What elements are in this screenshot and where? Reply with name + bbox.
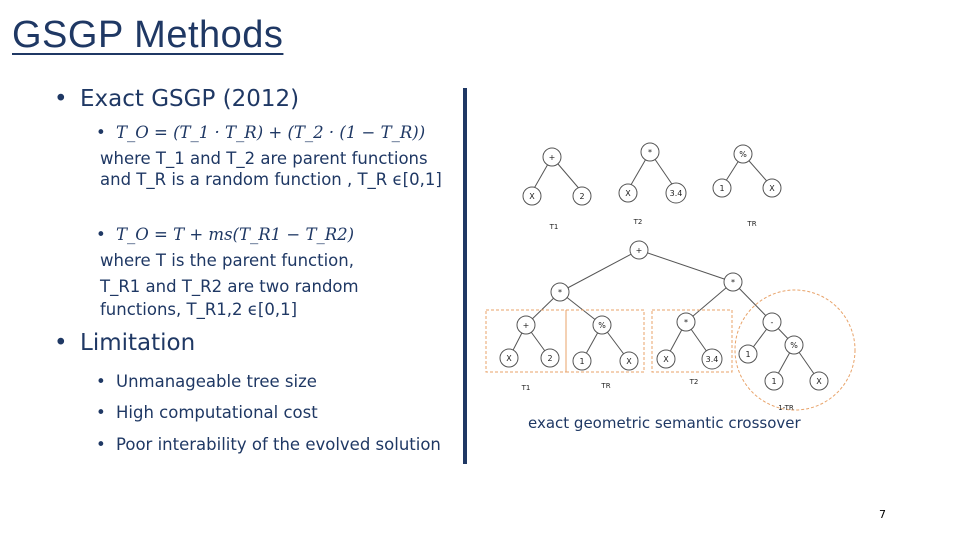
- figure-caption: exact geometric semantic crossover: [528, 414, 801, 432]
- node-minus: -: [770, 318, 774, 327]
- t1-right: 2: [579, 192, 585, 201]
- limitation-item: • Unmanageable tree size: [96, 372, 317, 391]
- leaf: X: [663, 355, 669, 364]
- node-star: *: [684, 318, 688, 327]
- bullet-dot-icon: •: [96, 123, 106, 142]
- t1-left: X: [529, 192, 535, 201]
- bullet-dot-icon: •: [96, 435, 106, 454]
- bottom-left-mul: *: [558, 288, 562, 297]
- t2-left: X: [625, 189, 631, 198]
- t1-root: +: [548, 153, 556, 162]
- leaf: X: [626, 357, 632, 366]
- limitation-item: • High computational cost: [96, 403, 318, 422]
- leaf: 3.4: [705, 355, 719, 364]
- vertical-divider: [463, 88, 467, 464]
- formula-1-desc-line1: where T_1 and T_2 are parent functions: [100, 149, 428, 168]
- formula-2-desc-line3: functions, T_R1,2 ϵ[0,1]: [100, 300, 298, 319]
- tr-right: X: [769, 184, 775, 193]
- label-t1: T1: [549, 223, 559, 231]
- slide-title: GSGP Methods: [12, 14, 284, 56]
- leaf: 2: [547, 354, 553, 363]
- node-pct: %: [598, 321, 606, 330]
- bottom-root: +: [635, 246, 643, 255]
- node-pct2: %: [790, 341, 798, 350]
- label-bottom-tr: TR: [601, 382, 611, 390]
- bullet-dot-icon: •: [54, 86, 68, 112]
- bullet-dot-icon: •: [96, 225, 106, 244]
- bullet-dot-icon: •: [96, 403, 106, 422]
- formula-1: • T_O = (T_1 · T_R) + (T_2 · (1 − T_R)): [96, 123, 426, 142]
- label-bottom-1-tr: 1-TR: [778, 404, 794, 412]
- label-tr: TR: [747, 220, 757, 228]
- bullet-dot-icon: •: [96, 372, 106, 391]
- tr-root: %: [739, 150, 747, 159]
- t2-root: *: [648, 148, 652, 157]
- label-bottom-t1: T1: [521, 384, 531, 392]
- bullet-limitation: • Limitation: [54, 330, 196, 356]
- leaf: X: [506, 354, 512, 363]
- formula-2: • T_O = T + ms(T_R1 − T_R2): [96, 225, 355, 244]
- page-number: 7: [879, 508, 886, 521]
- leaf: 1: [579, 357, 585, 366]
- bullet-exact-gsgp: • Exact GSGP (2012): [54, 86, 300, 112]
- tr-left: 1: [719, 184, 725, 193]
- t2-right: 3.4: [669, 189, 683, 198]
- leaf-one: 1: [771, 377, 777, 386]
- limitation-item: • Poor interability of the evolved solution: [96, 435, 441, 454]
- formula-1-desc-line2: and T_R is a random function , T_R ϵ[0,1]: [100, 170, 442, 189]
- node-plus: +: [522, 321, 530, 330]
- label-t2: T2: [633, 218, 643, 226]
- label-bottom-t2: T2: [689, 378, 699, 386]
- formula-2-desc-line1: where T is the parent function,: [100, 251, 354, 270]
- formula-2-desc-line2: T_R1 and T_R2 are two random: [100, 277, 359, 296]
- bullet-dot-icon: •: [54, 330, 68, 356]
- bottom-right-mul: *: [731, 278, 735, 287]
- crossover-tree-diagram: [484, 132, 864, 422]
- leaf: 1: [745, 350, 751, 359]
- leaf-x: X: [816, 377, 822, 386]
